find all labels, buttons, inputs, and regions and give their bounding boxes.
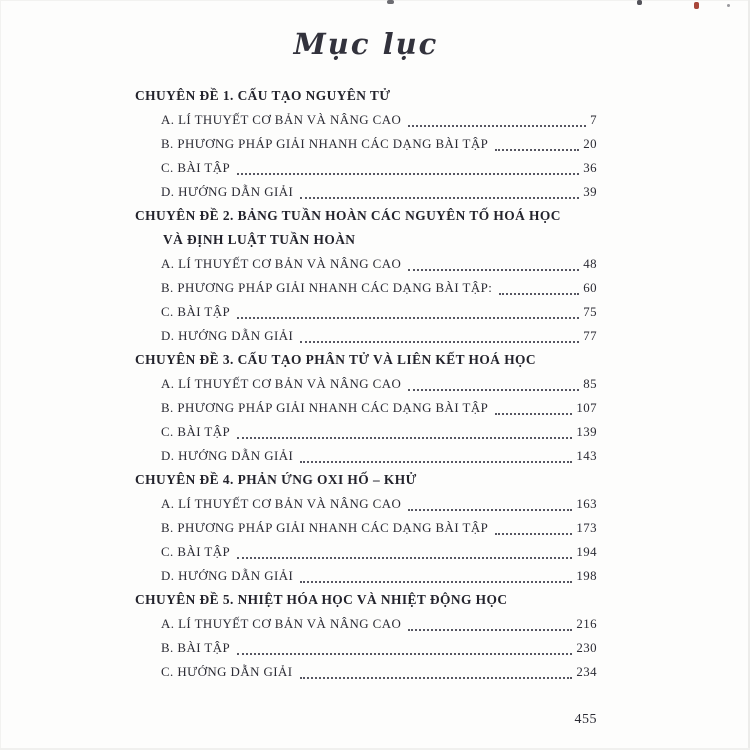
toc-entry xyxy=(161,636,597,660)
toc-entry xyxy=(161,252,597,276)
page-title: Mục lục xyxy=(293,27,439,61)
toc-entry-label: C. HƯỚNG DẪN GIẢI xyxy=(161,665,293,679)
scan-artifact xyxy=(637,0,642,5)
dot-leader xyxy=(237,636,572,655)
toc-entry xyxy=(161,300,597,324)
toc-entry xyxy=(161,132,597,156)
toc-entry xyxy=(161,108,597,132)
scan-artifact xyxy=(727,4,730,7)
chapter-heading: CHUYÊN ĐỀ 3. CẤU TẠO PHÂN TỬ VÀ LIÊN KẾT HOÁ HỌC xyxy=(135,352,537,367)
toc-entry xyxy=(161,324,597,348)
page-content xyxy=(135,0,597,684)
toc-entry-label: C. BÀI TẬP xyxy=(161,305,231,319)
toc-entry-page: 39 xyxy=(583,185,597,199)
toc-entry-label: B. PHƯƠNG PHÁP GIẢI NHANH CÁC DẠNG BÀI TẬP: xyxy=(161,281,493,295)
toc-entry-page: 234 xyxy=(576,665,597,679)
dot-leader xyxy=(300,444,572,463)
toc-entry xyxy=(161,276,597,300)
toc-entry-label: B. PHƯƠNG PHÁP GIẢI NHANH CÁC DẠNG BÀI TẬP xyxy=(161,521,489,535)
chapter-heading: CHUYÊN ĐỀ 1. CẤU TẠO NGUYÊN TỬ xyxy=(135,88,391,103)
toc-entry-label: B. BÀI TẬP xyxy=(161,641,231,655)
folio-page-number: 455 xyxy=(574,712,597,727)
toc-entry-label: C. BÀI TẬP xyxy=(161,161,231,175)
toc-entry-page: 173 xyxy=(576,521,597,535)
toc-entry-label: B. PHƯƠNG PHÁP GIẢI NHANH CÁC DẠNG BÀI TẬP xyxy=(161,137,489,151)
toc-entry-label: A. LÍ THUYẾT CƠ BẢN VÀ NÂNG CAO xyxy=(161,257,402,271)
toc-entry xyxy=(161,180,597,204)
toc-entry xyxy=(161,612,597,636)
toc-entry-page: 139 xyxy=(576,425,597,439)
toc-entry-page: 194 xyxy=(576,545,597,559)
dot-leader xyxy=(237,156,579,175)
scan-artifact xyxy=(694,2,699,9)
toc-entry-label: D. HƯỚNG DẪN GIẢI xyxy=(161,329,294,343)
toc xyxy=(135,84,597,684)
toc-entry-page: 20 xyxy=(583,137,597,151)
toc-entry-label: A. LÍ THUYẾT CƠ BẢN VÀ NÂNG CAO xyxy=(161,113,402,127)
toc-entry xyxy=(161,516,597,540)
toc-entry xyxy=(161,492,597,516)
dot-leader xyxy=(499,276,579,295)
toc-entry-page: 163 xyxy=(576,497,597,511)
dot-leader xyxy=(237,420,572,439)
dot-leader xyxy=(408,108,586,127)
toc-entry xyxy=(161,420,597,444)
toc-entry xyxy=(161,540,597,564)
toc-entry-page: 198 xyxy=(576,569,597,583)
dot-leader xyxy=(237,540,572,559)
toc-entry-page: 143 xyxy=(576,449,597,463)
dot-leader xyxy=(495,516,572,535)
toc-entry-label: A. LÍ THUYẾT CƠ BẢN VÀ NÂNG CAO xyxy=(161,617,402,631)
dot-leader xyxy=(495,396,572,415)
toc-entry xyxy=(161,660,597,684)
toc-entry-label: D. HƯỚNG DẪN GIẢI xyxy=(161,185,294,199)
toc-entry-page: 107 xyxy=(576,401,597,415)
dot-leader xyxy=(408,252,579,271)
toc-entry xyxy=(161,372,597,396)
toc-entry xyxy=(161,396,597,420)
toc-entry-page: 85 xyxy=(583,377,597,391)
toc-entry-page: 48 xyxy=(583,257,597,271)
dot-leader xyxy=(237,300,579,319)
toc-entry-page: 36 xyxy=(583,161,597,175)
toc-entry-page: 7 xyxy=(590,113,597,127)
toc-entry xyxy=(161,156,597,180)
toc-entry-label: C. BÀI TẬP xyxy=(161,425,231,439)
toc-entry-page: 216 xyxy=(576,617,597,631)
dot-leader xyxy=(300,180,579,199)
dot-leader xyxy=(300,564,572,583)
toc-entry-label: B. PHƯƠNG PHÁP GIẢI NHANH CÁC DẠNG BÀI TẬP xyxy=(161,401,489,415)
chapter-heading: CHUYÊN ĐỀ 2. BẢNG TUẦN HOÀN CÁC NGUYÊN TỐ HOÁ HỌC VÀ ĐỊNH LUẬT TUẦN HOÀN xyxy=(135,208,561,247)
chapter-heading: CHUYÊN ĐỀ 4. PHẢN ỨNG OXI HỐ – KHỬ xyxy=(135,472,417,487)
dot-leader xyxy=(408,372,579,391)
toc-entry xyxy=(161,444,597,468)
toc-entry-label: A. LÍ THUYẾT CƠ BẢN VÀ NÂNG CAO xyxy=(161,497,402,511)
dot-leader xyxy=(300,660,573,679)
toc-entry-label: A. LÍ THUYẾT CƠ BẢN VÀ NÂNG CAO xyxy=(161,377,402,391)
toc-entry-label: D. HƯỚNG DẪN GIẢI xyxy=(161,449,294,463)
chapter-heading: CHUYÊN ĐỀ 5. NHIỆT HÓA HỌC VÀ NHIỆT ĐỘNG HỌC xyxy=(135,592,508,607)
dot-leader xyxy=(495,132,579,151)
dot-leader xyxy=(408,612,572,631)
toc-entry xyxy=(161,564,597,588)
dot-leader xyxy=(300,324,579,343)
toc-entry-page: 75 xyxy=(583,305,597,319)
toc-entry-page: 230 xyxy=(576,641,597,655)
toc-entry-label: C. BÀI TẬP xyxy=(161,545,231,559)
toc-entry-page: 60 xyxy=(583,281,597,295)
toc-entry-page: 77 xyxy=(583,329,597,343)
dot-leader xyxy=(408,492,572,511)
toc-entry-label: D. HƯỚNG DẪN GIẢI xyxy=(161,569,294,583)
